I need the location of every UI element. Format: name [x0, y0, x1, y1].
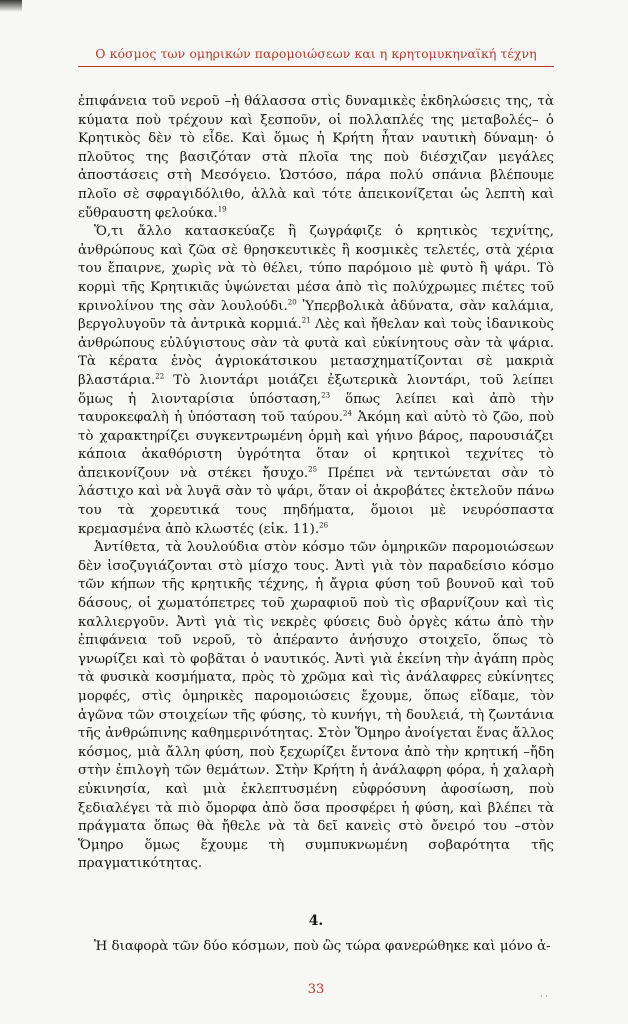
scan-specks: · · — [540, 992, 548, 1001]
footnote-ref-24[interactable]: 24 — [343, 409, 352, 418]
header-rule — [78, 66, 554, 67]
footnote-ref-19[interactable]: 19 — [217, 205, 227, 214]
body-text — [78, 93, 554, 874]
footnote-ref-20[interactable]: 20 — [287, 298, 297, 307]
paragraph-2: Ὅ,τι ἄλλο κατασκεύαζε ἢ ζωγράφιζε ὁ κρητικὸς τεχνίτης, ἀνθρώπους καὶ ζῶα σὲ θρησκευτικὲς ἢ κοσμικὲς τελετές, στὰ χέρια του ἔπαιρνε, χωρὶς νὰ τὸ θέλει, τύπο παρόμοιο μὲ φυτὸ ἢ ψάρι. Τὸ κορμὶ τῆς Κρητικιᾶς ὑψώνεται μέσα ἀπὸ τὶς πολύχρωμες πιέτες τοῦ κρινολίνου της σὰν λουλούδι.$^{20}$ Ὑπερβολικὰ ἀδύνατα, σὰν καλάμια, βεργολυγοῦν τὰ ἀντρικὰ κορμιά.$^{21}$ Λὲς καὶ ἤθελαν καὶ τοὺς ἰδανικοὺς ἀνθρώπους εὐλύγιστους σὰν τὰ φυτὰ καὶ εὐκίνητους σὰν τὰ ψάρια. Τὰ κέρατα ἑνὸς ἀγριοκάτσικου μετασχηματίζονται σὲ μακριὰ βλαστάρια.$^{22}$ Τὸ λιοντάρι μοιάζει ἐξωτερικὰ λιοντάρι, τοῦ λείπει ὅμως ἡ λιονταρίσια ὑπόσταση,$^{23}$ ὅπως λείπει καὶ ἀπὸ τὴν ταυροκεφαλὴ ἡ ὑπόσταση τοῦ ταύρου.$^{24}$ Ἀκόμη καὶ αὐτὸ τὸ ζῶο, ποὺ τὸ χαρακτηρίζει συγκεντρωμένη ὁρμὴ καὶ γήινο βάρος, παρουσιάζει κάποια ἀκαθόριστη ὑγρότητα ὅταν οἱ κρητικοὶ τεχνίτες τὸ ἀπεικονίζουν νὰ στέκει ἤσυχο.$^{25}$ Πρέπει νὰ τεντώνεται σὰν τὸ λάστιχο καὶ νὰ λυγᾶ σὰν τὸ ψάρι, ὅταν οἱ ἀκροβάτες ἐκτελοῦν πάνω του τὰ χορευτικά τους πηδήματα, ὅμοιοι μὲ νευρόσπαστα κρεμασμένα ἀπὸ κλωστές (εἰκ. 11).$^{26}$ — [78, 224, 555, 537]
footnote-ref-25[interactable]: 25 — [308, 465, 318, 474]
running-head: Ο κόσμος των ομηρικών παρομοιώσεων και η κρητομυκηναϊκή τέχνη — [95, 46, 537, 61]
footnote-ref-22[interactable]: 22 — [155, 372, 165, 381]
page-number: 33 — [307, 982, 325, 997]
scan-edge-shadow — [0, 0, 22, 12]
section-4-first-line: Ἡ διαφορὰ τῶν δύο κόσμων, ποὺ ὣς τώρα φανερώθηκε καὶ μόνο ἀ- — [94, 939, 551, 954]
footnote-ref-23[interactable]: 23 — [321, 391, 331, 400]
paragraph-3: Ἀντίθετα, τὰ λουλούδια στὸν κόσμο τῶν ὁμηρικῶν παρομοιώσεων δὲν ἰσοζυγιάζονται στὸ μίσχο τους. Ἀντὶ γιὰ τὸν παραδείσιο κόσμο τῶν κήπων τῆς κρητικῆς τέχνης, ἡ ἄγρια φύση τοῦ βουνοῦ καὶ τοῦ δάσους, οἱ χωματόπετρες τοῦ χωραφιοῦ ποὺ τὶς σβαρνίζουν καὶ τὶς καλλιεργοῦν. Ἀντὶ γιὰ τὶς νεκρὲς φύσεις δυὸ ὀργὲς κάτω ἀπὸ τὴν ἐπιφάνεια τοῦ νεροῦ, τὸ ἀπέραντο ἀνήσυχο στοιχεῖο, ὅπως τὸ γνωρίζει καὶ τὸ φοβᾶται ὁ ναυτικός. Ἀντὶ γιὰ ἐκείνη τὴν ἀγάπη πρὸς τὰ φυσικὰ κοσμήματα, πρὸς τὸ χρῶμα καὶ τὶς ἀνάλαφρες εὐκίνητες μορφές, στὶς ὁμηρικὲς παρομοιώσεις ἔχουμε, ὅπως εἴδαμε, τὸν ἀγῶνα τῶν στοιχείων τῆς φύσης, τὸ κυνήγι, τὴ δουλειά, τὴ ζωντάνια τῆς ἀνθρώπινης καθημερινότητας. Στὸν Ὅμηρο ἀνοίγεται ἕνας ἄλλος κόσμος, μιὰ ἄλλη φύση, ποὺ ξεχωρίζει ἔντονα ἀπὸ τὴν κρητική –ἤδη στὴν ἐπιλογὴ τῶν θεμάτων. Στὴν Κρήτη ἡ ἀνάλαφρη φόρα, ἡ χαλαρὴ εὐκινησία, καὶ μιὰ ἐκλεπτυσμένη εὐφρόσυνη ἀφοσίωση, ποὺ ξεδιαλέγει τὰ πιὸ ὄμορφα ἀπὸ ὅσα προσφέρει ἡ φύση, καὶ βλέπει τὰ πράγματα ὅπως θὰ ἤθελε νὰ τὰ δεῖ κανεὶς στὸ ὄνειρό του –στὸν Ὅμηρο ὅμως ἔχουμε τὴ συμπυκνωμένη σοβαρότητα τῆς πραγματικότητας. — [78, 540, 554, 872]
footnote-ref-21[interactable]: 21 — [301, 316, 311, 325]
paragraph-1: ἐπιφάνεια τοῦ νεροῦ –ἡ θάλασσα στὶς δυναμικὲς ἐκδηλώσεις της, τὰ κύματα ποὺ τρέχουν καὶ ξεσποῦν, οἱ πολλαπλές της μεταβολές– ὁ Κρητικὸς δὲν τὸ εἶδε. Καὶ ὅμως ἡ Κρήτη ἦταν ναυτικὴ δύναμη· ὁ πλοῦτος της βασιζόταν στὰ πλοῖα της ποὺ διέσχιζαν μεγάλες ἀποστάσεις στὴ Μεσόγειο. Ὡστόσο, πάρα πολύ σπάνια βλέπουμε πλοῖο σὲ σφραγιδόλιθο, ἀλλὰ καὶ τότε ἀπεικονίζεται ὡς λεπτὴ καὶ εὔθραυστη φελούκα.$^{19}$ — [78, 94, 554, 221]
footnote-ref-26[interactable]: 26 — [319, 521, 329, 530]
section-heading-number: 4. — [308, 913, 324, 929]
